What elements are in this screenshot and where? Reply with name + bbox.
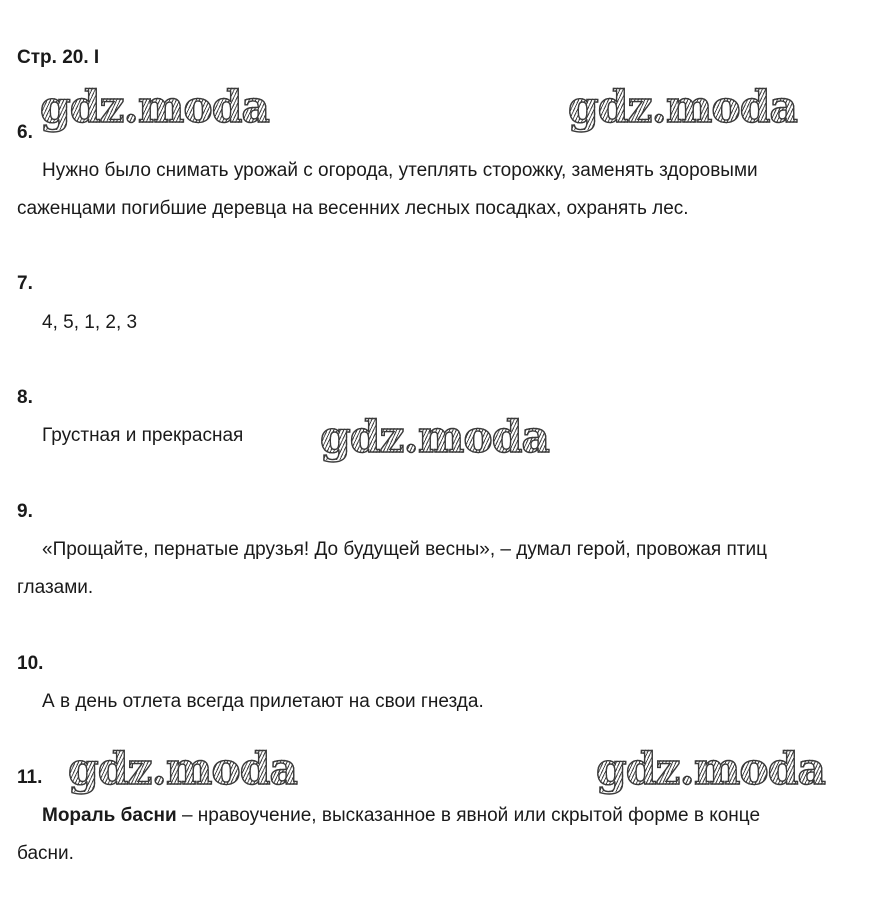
item-number: 6. [17,122,33,143]
answer-line: А в день отлета всегда прилетают на свои гнезда. [42,691,484,712]
answer-line: «Прощайте, пернатые друзья! До будущей весны», – думал герой, провожая птиц [42,539,767,560]
answer-line [42,805,760,827]
answer-line: Грустная и прекрасная [42,425,244,446]
watermark-logo: gdz.moda [40,82,270,133]
answer-line: басни. [17,843,74,864]
item-number: 8. [17,387,33,408]
item-number: 7. [17,273,33,294]
definition-term: Мораль басни [42,805,177,826]
watermark-logo: gdz.moda [596,744,826,795]
watermark-logo: gdz.moda [68,744,298,795]
definition-text: – нравоучение, высказанное в явной или скрытой форме в конце [176,805,761,826]
watermark-logo: gdz.moda [568,82,798,133]
watermark-logo: gdz.moda [320,412,550,463]
answer-line: 4, 5, 1, 2, 3 [42,312,138,333]
answer-line: Нужно было снимать урожай с огорода, утеплять сторожку, заменять здоровыми [42,160,758,181]
item-number: 10. [17,653,44,674]
item-number: 11. [17,767,43,788]
answer-line: саженцами погибшие деревца на весенних лесных посадках, охранять лес. [17,198,689,219]
item-number: 9. [17,501,33,522]
answer-line: глазами. [17,577,94,598]
page-label: Стр. 20. I [17,47,100,68]
